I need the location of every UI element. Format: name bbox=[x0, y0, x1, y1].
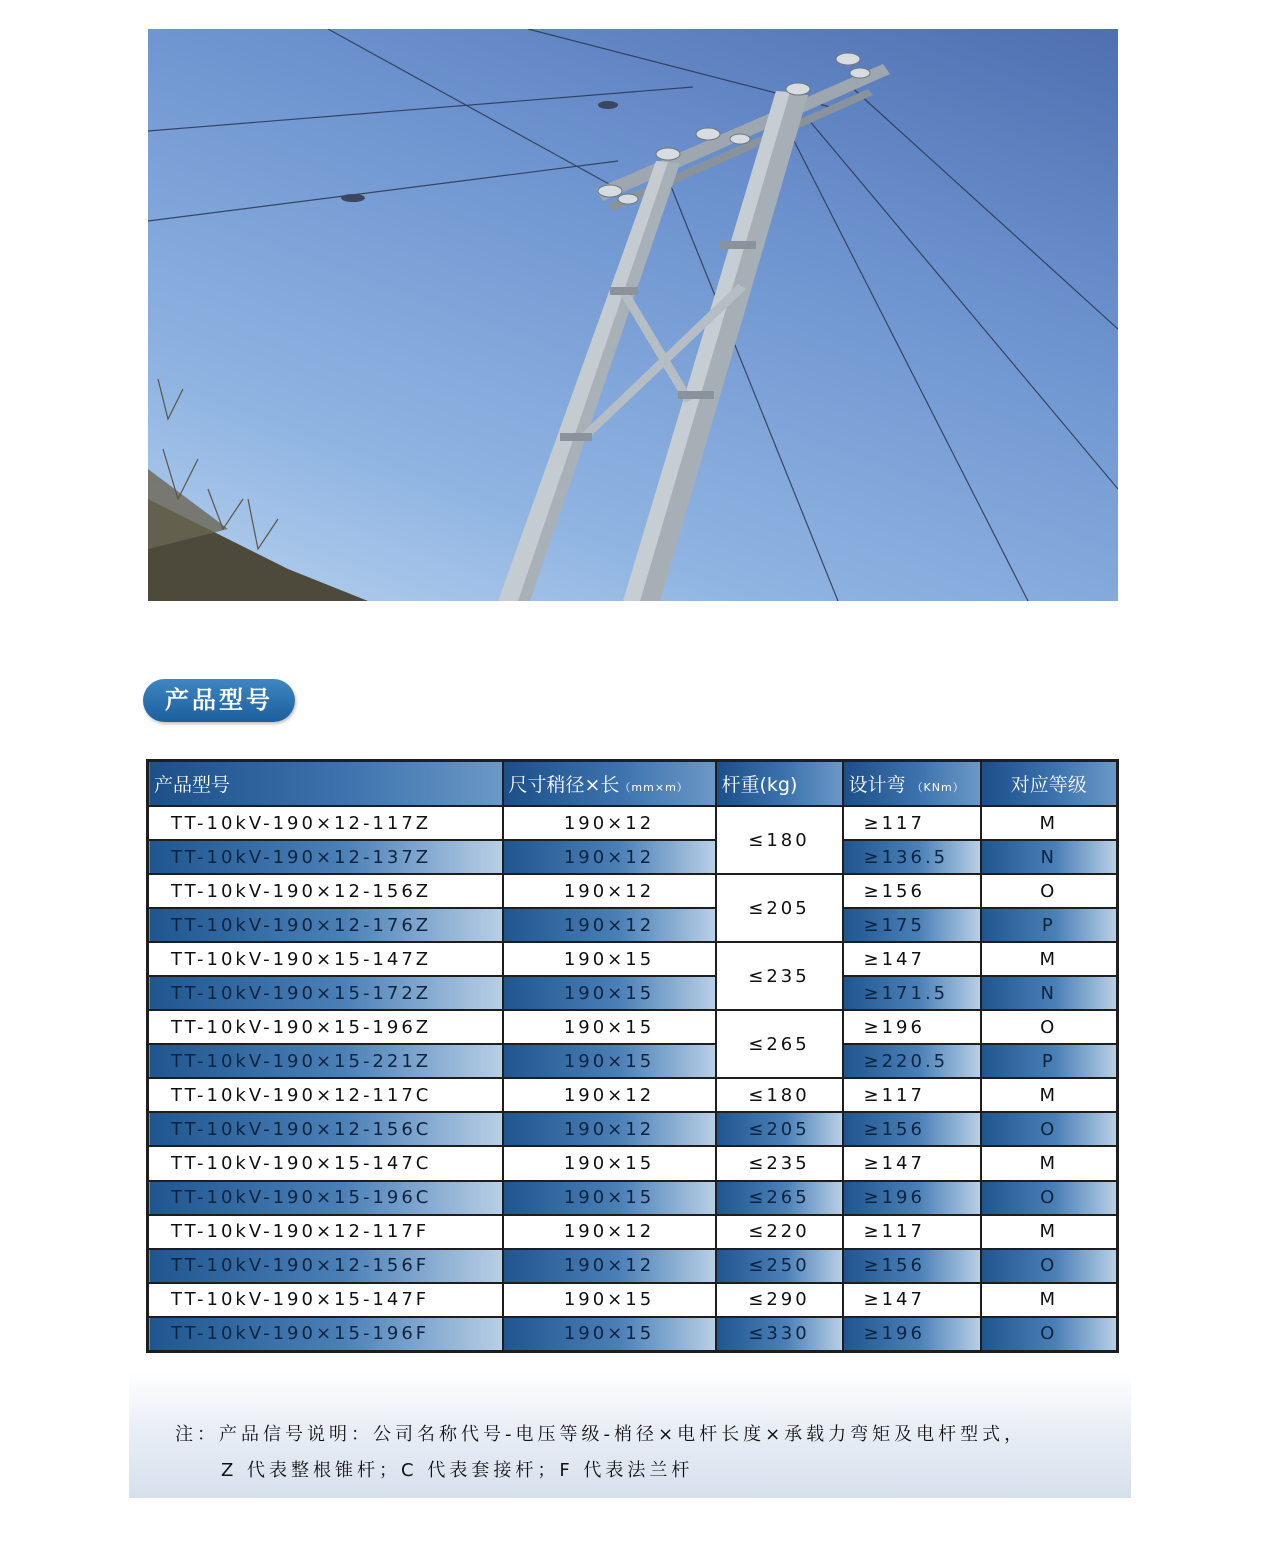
moment-cell: ≥196 bbox=[843, 1010, 981, 1044]
weight-cell: ≤265 bbox=[716, 1181, 843, 1215]
model-cell: TT-10kV-190×12-156Z bbox=[148, 874, 503, 908]
moment-cell: ≥156 bbox=[843, 1249, 981, 1283]
grade-cell: M bbox=[981, 1283, 1118, 1317]
table-row bbox=[148, 942, 1118, 976]
moment-cell: ≥117 bbox=[843, 806, 981, 840]
model-cell: TT-10kV-190×15-147Z bbox=[148, 942, 503, 976]
table-header-row bbox=[148, 761, 1118, 807]
grade-cell: M bbox=[981, 1215, 1118, 1249]
grade-cell: P bbox=[981, 1044, 1118, 1078]
header-model: 产品型号 bbox=[148, 761, 503, 807]
moment-cell: ≥220.5 bbox=[843, 1044, 981, 1078]
header-grade: 对应等级 bbox=[981, 761, 1118, 807]
table-row bbox=[148, 1181, 1118, 1215]
model-cell: TT-10kV-190×15-196F bbox=[148, 1317, 503, 1352]
moment-cell: ≥171.5 bbox=[843, 976, 981, 1010]
table-row bbox=[148, 1146, 1118, 1180]
grade-cell: O bbox=[981, 1317, 1118, 1352]
model-cell: TT-10kV-190×15-196C bbox=[148, 1181, 503, 1215]
size-cell: 190×12 bbox=[503, 1112, 716, 1146]
model-cell: TT-10kV-190×15-147F bbox=[148, 1283, 503, 1317]
weight-cell: ≤180 bbox=[716, 806, 843, 874]
grade-cell: P bbox=[981, 908, 1118, 942]
section-title-badge: 产品型号 bbox=[143, 679, 295, 722]
grade-cell: O bbox=[981, 1010, 1118, 1044]
table-row bbox=[148, 1283, 1118, 1317]
size-cell: 190×12 bbox=[503, 1078, 716, 1112]
table-row bbox=[148, 1317, 1118, 1352]
grade-cell: N bbox=[981, 976, 1118, 1010]
size-cell: 190×15 bbox=[503, 1283, 716, 1317]
model-cell: TT-10kV-190×12-156F bbox=[148, 1249, 503, 1283]
model-cell: TT-10kV-190×15-147C bbox=[148, 1146, 503, 1180]
note-line-2: Z 代表整根锥杆；C 代表套接杆；F 代表法兰杆 bbox=[221, 1460, 694, 1481]
grade-cell: O bbox=[981, 1112, 1118, 1146]
model-cell: TT-10kV-190×15-221Z bbox=[148, 1044, 503, 1078]
size-cell: 190×15 bbox=[503, 1146, 716, 1180]
size-cell: 190×15 bbox=[503, 942, 716, 976]
weight-cell: ≤290 bbox=[716, 1283, 843, 1317]
weight-cell: ≤330 bbox=[716, 1317, 843, 1352]
moment-cell: ≥147 bbox=[843, 942, 981, 976]
model-cell: TT-10kV-190×12-117C bbox=[148, 1078, 503, 1112]
table-row bbox=[148, 1112, 1118, 1146]
model-cell: TT-10kV-190×15-196Z bbox=[148, 1010, 503, 1044]
grade-cell: M bbox=[981, 1146, 1118, 1180]
weight-cell: ≤235 bbox=[716, 942, 843, 1010]
weight-cell: ≤265 bbox=[716, 1010, 843, 1078]
table-row bbox=[148, 1215, 1118, 1249]
model-cell: TT-10kV-190×15-172Z bbox=[148, 976, 503, 1010]
grade-cell: M bbox=[981, 1078, 1118, 1112]
grade-cell: O bbox=[981, 1181, 1118, 1215]
weight-cell: ≤250 bbox=[716, 1249, 843, 1283]
size-cell: 190×15 bbox=[503, 976, 716, 1010]
size-cell: 190×12 bbox=[503, 1215, 716, 1249]
table-row bbox=[148, 1078, 1118, 1112]
moment-cell: ≥196 bbox=[843, 1317, 981, 1352]
moment-cell: ≥156 bbox=[843, 1112, 981, 1146]
table-row bbox=[148, 840, 1118, 874]
moment-cell: ≥175 bbox=[843, 908, 981, 942]
weight-cell: ≤180 bbox=[716, 1078, 843, 1112]
table-row bbox=[148, 1249, 1118, 1283]
weight-cell: ≤205 bbox=[716, 874, 843, 942]
table-row bbox=[148, 874, 1118, 908]
size-cell: 190×15 bbox=[503, 1010, 716, 1044]
grade-cell: M bbox=[981, 806, 1118, 840]
size-cell: 190×12 bbox=[503, 1249, 716, 1283]
size-cell: 190×12 bbox=[503, 874, 716, 908]
model-cell: TT-10kV-190×12-176Z bbox=[148, 908, 503, 942]
moment-cell: ≥136.5 bbox=[843, 840, 981, 874]
size-cell: 190×12 bbox=[503, 908, 716, 942]
table-row bbox=[148, 908, 1118, 942]
moment-cell: ≥196 bbox=[843, 1181, 981, 1215]
size-cell: 190×12 bbox=[503, 806, 716, 840]
grade-cell: O bbox=[981, 874, 1118, 908]
note-line-1: 注：产品信号说明：公司名称代号-电压等级-梢径×电杆长度×承载力弯矩及电杆型式， bbox=[175, 1424, 1027, 1445]
weight-cell: ≤235 bbox=[716, 1146, 843, 1180]
model-cell: TT-10kV-190×12-137Z bbox=[148, 840, 503, 874]
moment-cell: ≥117 bbox=[843, 1078, 981, 1112]
header-size: 尺寸稍径×长（mm×m） bbox=[503, 761, 716, 807]
size-cell: 190×15 bbox=[503, 1181, 716, 1215]
moment-cell: ≥147 bbox=[843, 1146, 981, 1180]
header-moment: 设计弯 （KNm） bbox=[843, 761, 981, 807]
model-cell: TT-10kV-190×12-117F bbox=[148, 1215, 503, 1249]
size-cell: 190×15 bbox=[503, 1317, 716, 1352]
table-row bbox=[148, 976, 1118, 1010]
table-row bbox=[148, 806, 1118, 840]
moment-cell: ≥156 bbox=[843, 874, 981, 908]
size-cell: 190×15 bbox=[503, 1044, 716, 1078]
size-cell: 190×12 bbox=[503, 840, 716, 874]
grade-cell: O bbox=[981, 1249, 1118, 1283]
header-weight: 杆重(kg) bbox=[716, 761, 843, 807]
model-cell: TT-10kV-190×12-156C bbox=[148, 1112, 503, 1146]
utility-pole-photo bbox=[148, 29, 1118, 601]
grade-cell: N bbox=[981, 840, 1118, 874]
model-cell: TT-10kV-190×12-117Z bbox=[148, 806, 503, 840]
grade-cell: M bbox=[981, 942, 1118, 976]
product-spec-table bbox=[146, 759, 1119, 1353]
table-row bbox=[148, 1044, 1118, 1078]
weight-cell: ≤220 bbox=[716, 1215, 843, 1249]
moment-cell: ≥117 bbox=[843, 1215, 981, 1249]
moment-cell: ≥147 bbox=[843, 1283, 981, 1317]
weight-cell: ≤205 bbox=[716, 1112, 843, 1146]
note-panel bbox=[129, 1372, 1131, 1498]
table-row bbox=[148, 1010, 1118, 1044]
